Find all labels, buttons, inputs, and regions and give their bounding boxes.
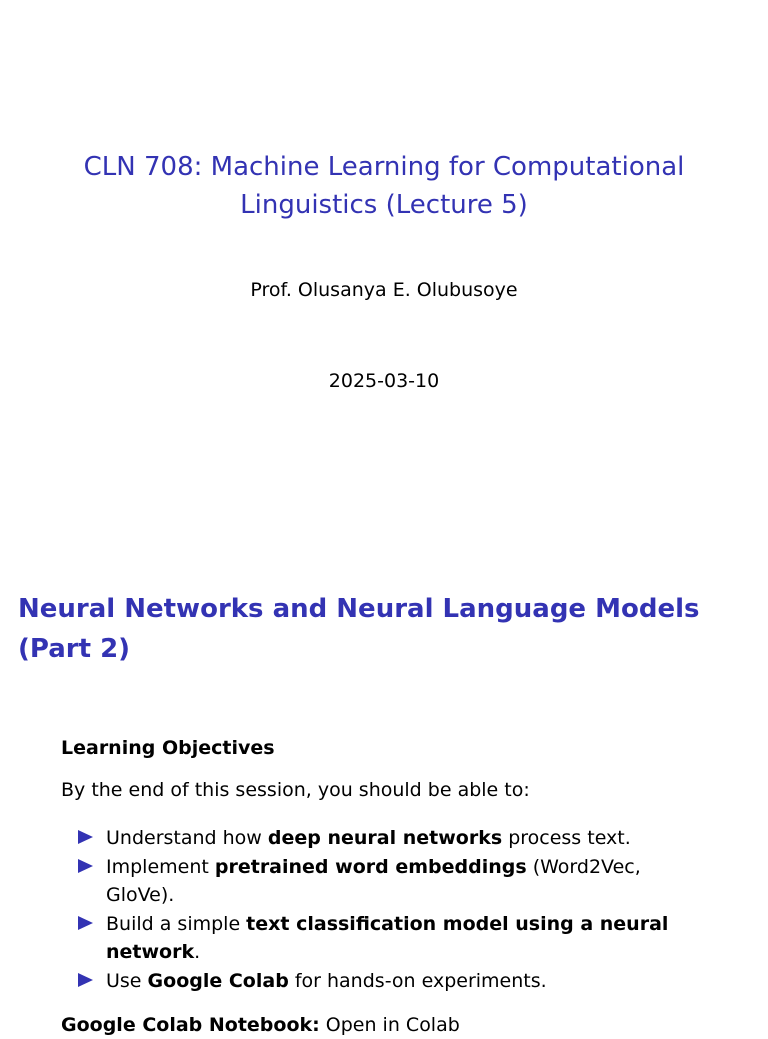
objective-emphasis: text classification model using a neural network: [106, 913, 669, 963]
objective-text: Understand how: [106, 827, 268, 849]
objective-item: [0, 967, 676, 995]
colab-notebook-label: Google Colab Notebook:: [61, 1014, 320, 1036]
objective-text: Implement: [106, 856, 215, 878]
colab-link[interactable]: Open in Colab: [319, 1014, 460, 1036]
objective-text: (Word2Vec, GloVe).: [106, 856, 641, 906]
objective-item: [0, 824, 676, 852]
frame-title: Neural Networks and Neural Language Models (Part 2): [18, 594, 700, 664]
objectives-intro: By the end of this session, you should be able to:: [61, 779, 530, 801]
objective-item: [0, 910, 676, 966]
objective-item: [0, 853, 676, 909]
learning-objectives-heading: Learning Objectives: [61, 737, 275, 759]
presentation-date: 2025-03-10: [328, 370, 440, 392]
objective-text: Build a simple: [106, 913, 247, 935]
triangle-bullet-icon: [78, 973, 93, 987]
triangle-bullet-icon: [78, 830, 93, 844]
objective-emphasis: deep neural networks: [267, 827, 503, 849]
objective-text: .: [194, 941, 201, 963]
objective-text: process text.: [502, 827, 631, 849]
colab-notebook-line: [61, 1011, 761, 1039]
objective-emphasis: pretrained word embeddings: [214, 856, 527, 878]
author-name: Prof. Olusanya E. Olubusoye: [250, 279, 518, 301]
objectives-list: [0, 824, 768, 996]
triangle-bullet-icon: [78, 859, 93, 873]
objective-emphasis: Google Colab: [147, 970, 289, 992]
objective-text: Use: [106, 970, 148, 992]
triangle-bullet-icon: [78, 916, 93, 930]
presentation-title: CLN 708: Machine Learning for Computational Linguistics (Lecture 5): [83, 152, 685, 220]
objective-text: for hands-on experiments.: [288, 970, 547, 992]
